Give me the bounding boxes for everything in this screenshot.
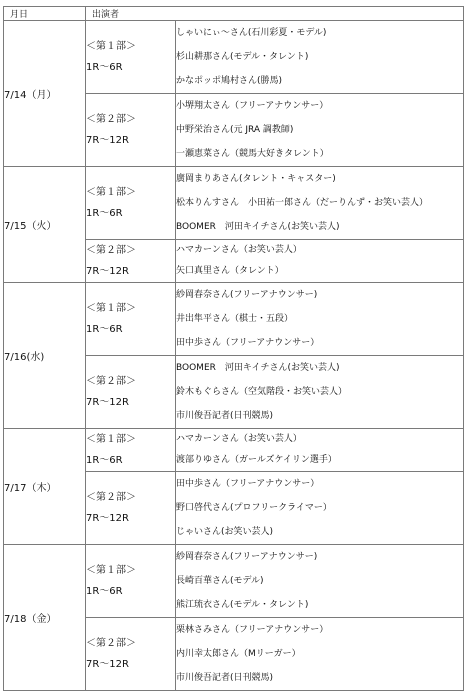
session-row xyxy=(4,545,464,618)
race-range: 1R～6R xyxy=(86,455,123,466)
date-cell: 7/16(水) xyxy=(4,283,86,429)
session-cell xyxy=(86,94,176,167)
performer-item: 杉山耕那さん(モデル・タレント) xyxy=(176,52,309,62)
header-performers: 出演者 xyxy=(86,7,464,21)
session-cell xyxy=(86,240,176,283)
performer-item: 渡部りゆさん（ガールズケイリン選手） xyxy=(176,455,337,465)
performer-item: 紗岡春奈さん(フリーアナウンサー) xyxy=(176,290,318,300)
performer-item: 長崎百華さん(モデル) xyxy=(176,576,264,586)
performer-item: 矢口真里さん（タレント） xyxy=(176,266,284,276)
race-range: 1R～6R xyxy=(86,62,123,73)
date-cell: 7/18（金） xyxy=(4,545,86,691)
session-row xyxy=(4,21,464,94)
performer-item: 野口啓代さん(プロフリークライマー） xyxy=(176,503,332,513)
performer-item: じゃいさん(お笑い芸人) xyxy=(176,527,274,537)
part-label: ＜第２部＞ xyxy=(86,492,136,503)
part-label: ＜第１部＞ xyxy=(86,187,136,198)
part-label: ＜第２部＞ xyxy=(86,376,136,387)
session-cell xyxy=(86,429,176,472)
date-cell: 7/17（木） xyxy=(4,429,86,545)
performer-item: 小堺翔太さん（フリーアナウンサー） xyxy=(176,101,329,111)
session-row xyxy=(4,283,464,356)
session-cell xyxy=(86,21,176,94)
race-range: 7R～12R xyxy=(86,513,129,524)
performer-item: 一瀬恵菜さん（競馬大好きタレント） xyxy=(176,149,329,159)
race-range: 7R～12R xyxy=(86,266,129,277)
session-cell xyxy=(86,283,176,356)
performers-cell xyxy=(176,429,464,472)
performer-item: BOOMER 河田キイチさん(お笑い芸人) xyxy=(176,363,340,373)
schedule-body xyxy=(4,21,464,691)
performers-cell xyxy=(176,240,464,283)
session-cell xyxy=(86,167,176,240)
session-cell xyxy=(86,618,176,691)
performers-cell xyxy=(176,545,464,618)
performer-item: 内川幸太郎さん（Mリーガー） xyxy=(176,649,301,659)
part-label: ＜第１部＞ xyxy=(86,565,136,576)
race-range: 1R～6R xyxy=(86,586,123,597)
part-label: ＜第１部＞ xyxy=(86,434,136,445)
performer-item: 市川俊吾記者(日刊競馬) xyxy=(176,411,274,421)
performer-item: かなポッポ鳩村さん(勝馬) xyxy=(176,76,283,86)
performers-cell xyxy=(176,618,464,691)
race-range: 7R～12R xyxy=(86,659,129,670)
performer-item: しゃいにぃ～さん(石川彩夏・モデル) xyxy=(176,28,327,38)
session-cell xyxy=(86,356,176,429)
performer-item: 鈴木もぐらさん（空気階段・お笑い芸人） xyxy=(176,387,348,397)
schedule-table xyxy=(3,6,464,691)
performers-cell xyxy=(176,94,464,167)
performer-item: 廣岡まりあさん(タレント・キャスター) xyxy=(176,174,336,184)
date-cell: 7/14（月） xyxy=(4,21,86,167)
performer-item: 紗岡春奈さん(フリーアナウンサー) xyxy=(176,552,318,562)
session-cell xyxy=(86,545,176,618)
header-date: 月日 xyxy=(4,7,86,21)
performer-item: 田中歩さん（フリーアナウンサー） xyxy=(176,479,320,489)
performer-item: 井出隼平さん（棋士・五段） xyxy=(176,314,294,324)
session-row xyxy=(4,429,464,472)
header-row xyxy=(4,7,464,21)
race-range: 1R～6R xyxy=(86,324,123,335)
performer-item: ハマカーンさん（お笑い芸人） xyxy=(176,434,302,444)
performer-item: ハマカーンさん（お笑い芸人） xyxy=(176,245,302,255)
performers-cell xyxy=(176,472,464,545)
performer-item: 市川俊吾記者(日刊競馬) xyxy=(176,673,274,683)
part-label: ＜第２部＞ xyxy=(86,638,136,649)
race-range: 7R～12R xyxy=(86,135,129,146)
performers-cell xyxy=(176,283,464,356)
race-range: 7R～12R xyxy=(86,397,129,408)
part-label: ＜第１部＞ xyxy=(86,303,136,314)
session-row xyxy=(4,167,464,240)
performer-item: 栗林さみさん（フリーアナウンサー） xyxy=(176,625,329,635)
performer-item: 熊江琉衣さん(モデル・タレント) xyxy=(176,600,309,610)
performers-cell xyxy=(176,167,464,240)
part-label: ＜第２部＞ xyxy=(86,245,136,256)
part-label: ＜第１部＞ xyxy=(86,41,136,52)
race-range: 1R～6R xyxy=(86,208,123,219)
performer-item: 松本りんすさん 小田祐一郎さん（だーりんず・お笑い芸人） xyxy=(176,198,429,208)
performers-cell xyxy=(176,21,464,94)
performer-item: 中野栄治さん(元 JRA 調教師) xyxy=(176,125,294,135)
part-label: ＜第２部＞ xyxy=(86,114,136,125)
performer-item: BOOMER 河田キイチさん(お笑い芸人) xyxy=(176,222,340,232)
date-cell: 7/15（火） xyxy=(4,167,86,283)
performer-item: 田中歩さん（フリーアナウンサー） xyxy=(176,338,320,348)
performers-cell xyxy=(176,356,464,429)
session-cell xyxy=(86,472,176,545)
